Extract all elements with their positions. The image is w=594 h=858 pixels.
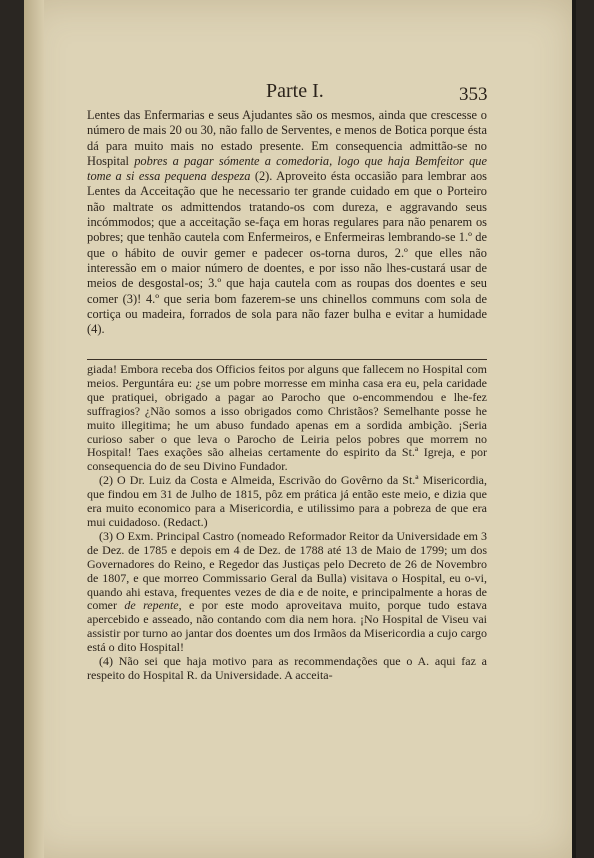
header-title: Parte I. — [266, 80, 324, 102]
main-text-part-1: Lentes das Enfermarias e seus Ajudantes são os mesmos, ainda que crescesse o número de mais 20 ou 30, não fallo de Serventes, e menos de Botica porque ésta dá para muito mais no estado presente. Em consequencia admittão-se no Hospital — [87, 108, 487, 168]
page-number: 353 — [459, 84, 488, 105]
footnote-3-part-2: , e por este modo aproveitava muito, porque tudo estava apercebido e asseado, não contando com dia nem hora. ¡No Hospital de Viseu vai assistir por turno ao jantar dos doentes um dos Irmãos da Misericordia a cujo cargo está o dito Hospital! — [87, 598, 487, 655]
footnote-continuation: giada! Embora receba dos Officios feitos por alguns que fallecem no Hospital com meios. Perguntára eu: ¿se um pobre morresse em minha casa era eu, pela caridade que pratiquei, obrigado a pagar ao Parocho que o-encommendou e lhe-fez suffragios? ¿Não somos a isso obrigados como Christãos? Semelhante posse he muito illegitima; he um abuso fundado apenas em a sordida ambição. ¡Seria curioso saber o que leva o Parocho de Leiria pelos pobres que morrem no Hospital! Taes exações são alheias certamente do espirito da St.ª Igreja, e por consequencia do de seu Divino Fundador. — [87, 362, 487, 474]
main-paragraph — [87, 108, 487, 337]
main-text-part-2: (2). Aproveito ésta occasião para lembrar aos Lentes da Acceitação que he necessario ter grande cuidado em que o Porteiro não maltrate os admittendos tratando-os com dureza, e aggravando seus incómmodos; que a acceitação se-faça em horas regulares para não penarem os pobres; que tenhão cautela com Enfermeiros, e Enfermeiras lembrando-se 1.º de que o hábito de ouvir gemer e padecer os-torna duros, 2.º que elles não interessão em o maior número de doentes, e por isso não lhes-custará usar de meios de desgostal-os; 3.º que haja cautela com as roupas dos doentes e seu comer (3)! 4.º que seria bom fazerem-se uns chinellos communs com sola de cortiça ou madeira, forrados de sola para não fazer bulha e evitar a humidade (4). — [87, 169, 487, 337]
running-header — [84, 76, 486, 112]
footnote-3-italic: de repente — [124, 598, 179, 613]
footnote-rule — [87, 359, 487, 360]
page-edge — [572, 0, 576, 858]
footnote-4: (4) Não sei que haja motivo para as recommendações que o A. aqui faz a respeito do Hospital R. da Universidade. A acceita- — [87, 654, 487, 682]
footnote-3-part-1: (3) O Exm. Principal Castro (nomeado Reformador Reitor da Universidade em 3 de Dez. de 1785 e depois em 4 de Dez. de 1788 até 13 de Maio de 1799; um dos Governadores do Reino, e Regedor das Justiças pelo Decreto de 26 de Novembro de 1807, e que morreo Commissario Geral da Bulla) visitava o Hospital, eu o-vi, quando ahi estava, frequentes vezes de dia e de noite, e principalmente a horas de comer — [87, 528, 487, 613]
main-text-italic: pobres a pagar sómente a comedoria, logo que haja Bemfeitor que tome a si essa pequena despeza — [87, 153, 487, 184]
book-page — [24, 0, 576, 858]
page-gutter — [24, 0, 44, 858]
footnote-2: (2) O Dr. Luiz da Costa e Almeida, Escrivão do Govêrno da St.ª Misericordia, que findou em 31 de Julho de 1815, pôz em prática já então este meio, e dizia que era muito economico para a Misericordia, e utilissimo para a pobreza de que era mui cuidadoso. (Redact.) — [87, 473, 487, 529]
footnotes — [87, 363, 487, 683]
footnote-3 — [87, 530, 487, 655]
